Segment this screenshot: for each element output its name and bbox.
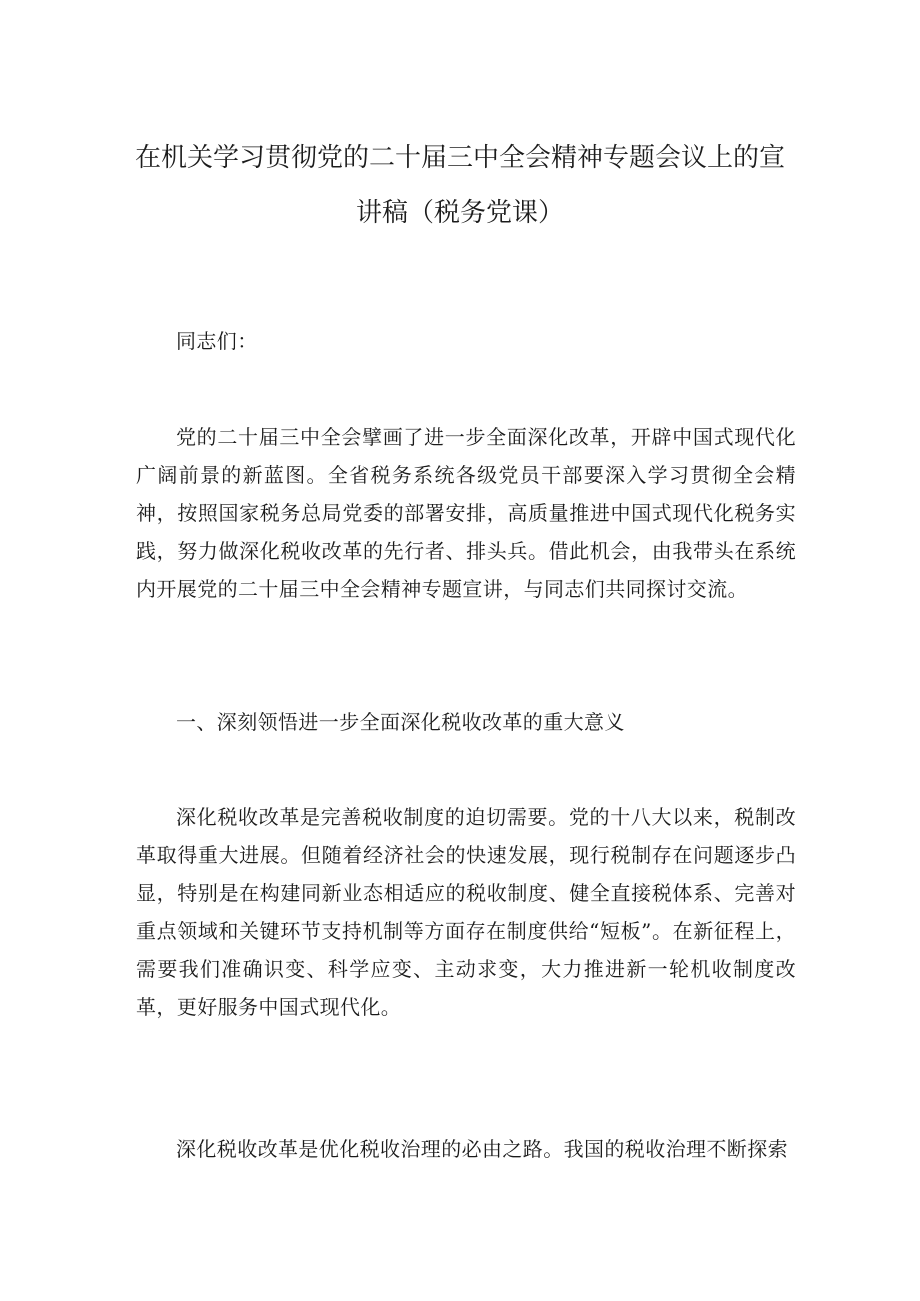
document-title-line-2: 讲稿（税务党课） — [355, 198, 564, 228]
paragraph-3-text: 深化税收改革是优化税收治理的必由之路。我国的税收治理不断探索 — [176, 1137, 788, 1161]
section-heading-1 — [136, 703, 796, 741]
paragraph-2 — [136, 798, 796, 1026]
greeting-text: 同志们： — [176, 329, 258, 353]
paragraph-2-text: 深化税收改革是完善税收制度的迫切需要。党的十八大以来，税制改革取得重大进展。但随着经济社会的快速发展，现行税制存在问题逐步凸显，特别是在构建同新业态相适应的税收制度、健全直接税体系、完善对重点领域和关键环节支持机制等方面存在制度供给“短板”。在新征程上，需要我们准确识变、科学应变、主动求变，大力推进新一轮机收制度改革，更好服务中国式现代化。 — [136, 805, 796, 1019]
greeting — [136, 322, 796, 360]
paragraph-1 — [136, 418, 796, 608]
document-title-line-1: 在机关学习贯彻党的二十届三中全会精神专题会议上的宣 — [134, 143, 785, 173]
paragraph-3 — [136, 1130, 796, 1168]
paragraph-1-text: 党的二十届三中全会擘画了进一步全面深化改革，开辟中国式现代化广阔前景的新蓝图。全省税务系统各级党员干部要深入学习贯彻全会精神，按照国家税务总局党委的部署安排，高质量推进中国式现代化税务实践，努力做深化税收改革的先行者、排头兵。借此机会，由我带头在系统内开展党的二十届三中全会精神专题宣讲，与同志们共同探讨交流。 — [136, 425, 796, 601]
section-heading-1-text: 一、深刻领悟进一步全面深化税收改革的重大意义 — [176, 710, 625, 734]
